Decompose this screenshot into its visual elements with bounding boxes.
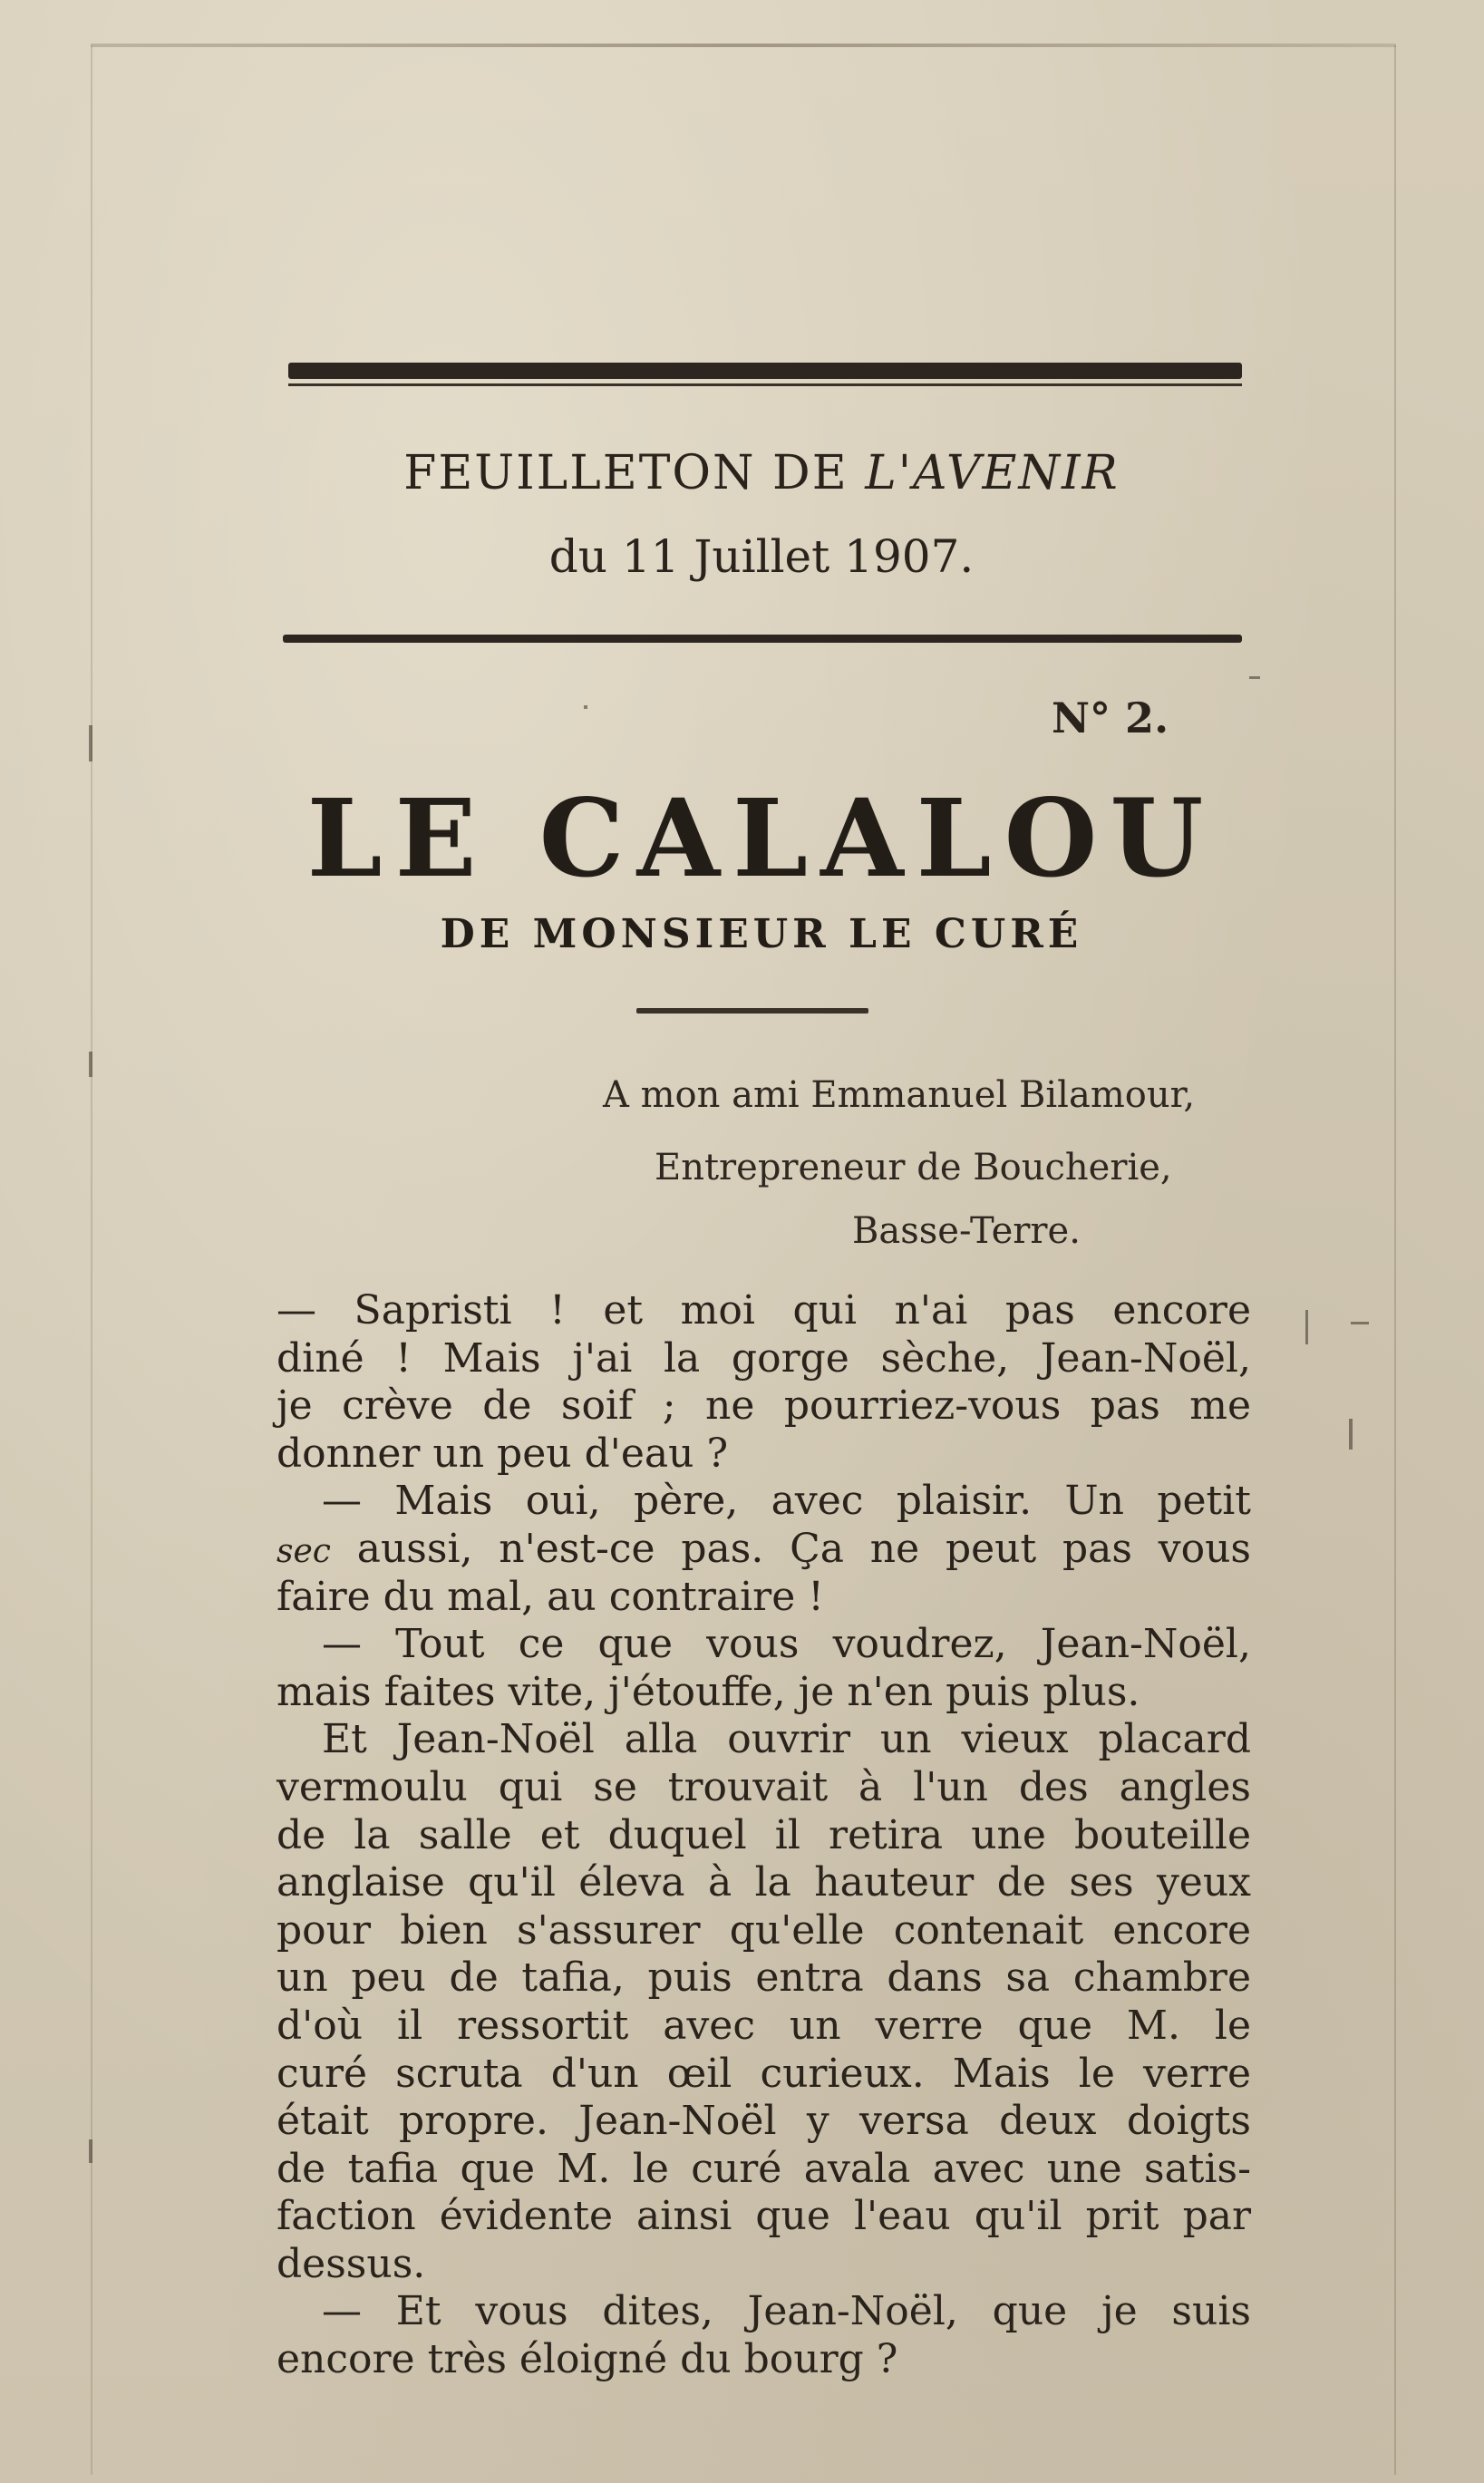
body-line: Et Jean-Noël alla ouvrir un vieux placard: [322, 1716, 1251, 1763]
dedication-line-1: A mon ami Emmanuel Bilamour,: [603, 1074, 1196, 1116]
body-line: était propre. Jean-Noël y versa deux doigts: [276, 2098, 1251, 2145]
issue-date: du 11 Juillet 1907.: [548, 530, 975, 583]
body-line: — Tout ce que vous voudrez, Jean-Noël,: [322, 1621, 1251, 1668]
paper-name: L'AVENIR: [865, 446, 1120, 500]
italic-word: sec: [276, 1532, 331, 1570]
body-line: anglaise qu'il éleva à la hauteur de ses yeux: [276, 1859, 1251, 1906]
body-line: — Mais oui, père, avec plaisir. Un petit: [322, 1478, 1251, 1525]
margin-mark: [584, 705, 587, 709]
feuilleton-header: [272, 446, 1251, 500]
margin-mark: [89, 725, 92, 761]
dedication-line-3: Basse-Terre.: [852, 1210, 1081, 1252]
page-left-edge: [91, 45, 92, 2475]
page-right-edge: [1394, 45, 1396, 2475]
margin-mark: [1249, 676, 1260, 679]
story-body: [276, 1287, 1251, 2384]
feuilleton-prefix: FEUILLETON DE: [403, 446, 849, 500]
body-line: vermoulu qui se trouvait à l'un des angles: [276, 1763, 1251, 1810]
body-line: — Sapristi ! et moi qui n'ai pas encore: [276, 1287, 1251, 1334]
body-line: diné ! Mais j'ai la gorge sèche, Jean-Noël,: [276, 1334, 1251, 1382]
body-line: pour bien s'assurer qu'elle contenait encore: [276, 1906, 1251, 1954]
body-line: donner un peu d'eau ?: [276, 1430, 729, 1477]
issue-number: N° 2.: [1052, 693, 1169, 742]
body-line: faction évidente ainsi que l'eau qu'il prit par: [276, 2193, 1251, 2240]
body-line: mais faites vite, j'étouffe, je n'en puis plus.: [276, 1668, 1140, 1715]
body-line: d'où il ressortit avec un verre que M. le: [276, 2002, 1251, 2049]
body-line: un peu de tafia, puis entra dans sa chambre: [276, 1954, 1251, 2002]
body-line: — Et vous dites, Jean-Noël, que je suis: [322, 2288, 1251, 2335]
story-title: LE CALALOU: [306, 775, 1217, 901]
header-bottom-rule: [283, 635, 1242, 643]
body-line: de tafia que M. le curé avala avec une satis-: [276, 2145, 1251, 2192]
body-line-rest: aussi, n'est-ce pas. Ça ne peut pas vous: [356, 1525, 1251, 1572]
margin-mark: [1351, 1322, 1369, 1324]
body-line: [276, 1526, 1251, 1574]
page-top-edge: [91, 44, 1396, 47]
body-line: de la salle et duquel il retira une bouteille: [276, 1811, 1251, 1858]
top-thin-rule: [288, 383, 1242, 386]
body-line: dessus.: [276, 2240, 426, 2287]
dedication-line-2: Entrepreneur de Boucherie,: [655, 1147, 1172, 1188]
body-line: curé scruta d'un œil curieux. Mais le verre: [276, 2050, 1251, 2097]
body-line: encore très éloigné du bourg ?: [276, 2336, 898, 2383]
margin-mark: [1305, 1310, 1308, 1344]
margin-mark: [1349, 1419, 1353, 1450]
margin-mark: [89, 1052, 92, 1077]
top-thick-rule: [288, 363, 1242, 379]
story-subtitle: DE MONSIEUR LE CURÉ: [440, 911, 1083, 957]
margin-mark: [89, 2139, 92, 2163]
body-line: faire du mal, au contraire !: [276, 1573, 824, 1620]
title-separator-rule: [636, 1008, 868, 1014]
body-line: je crève de soif ; ne pourriez-vous pas me: [276, 1382, 1251, 1430]
